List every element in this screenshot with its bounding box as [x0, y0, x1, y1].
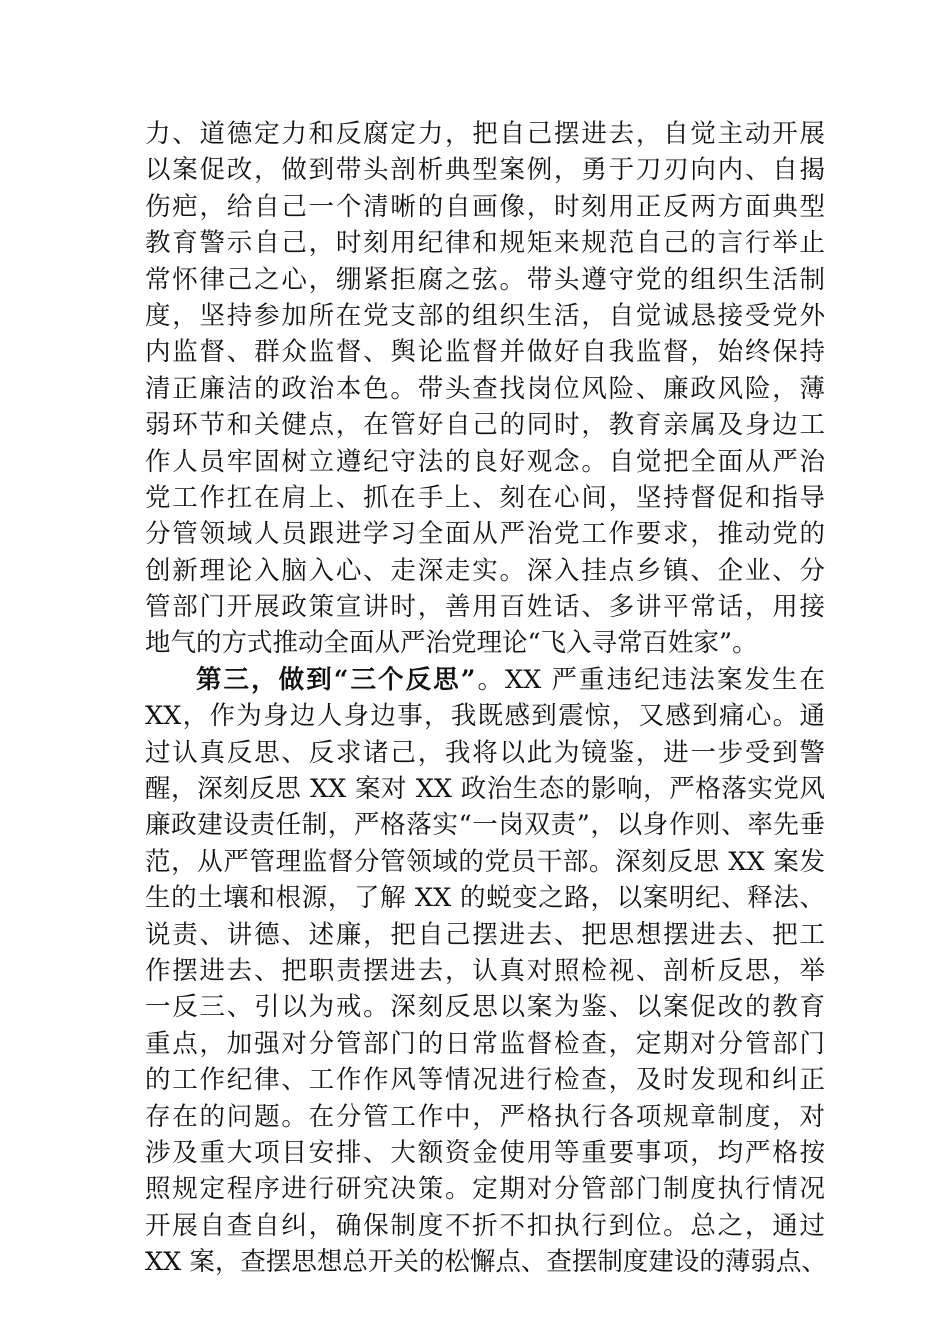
paragraph-line: 常怀律己之心，绷紧拒腐之弦。带头遵守党的组织生活制	[145, 264, 825, 295]
paragraph-line: 清正廉洁的政治本色。带头查找岗位风险、廉政风险，薄	[145, 373, 825, 404]
document-body	[145, 116, 825, 1281]
paragraph-line: 范，从严管理监督分管领域的党员干部。深刻反思 XX 案发	[145, 846, 825, 877]
paragraph-line: 创新理论入脑入心、走深走实。深入挂点乡镇、企业、分	[145, 555, 825, 586]
paragraph-line: 党工作扛在肩上、抓在手上、刻在心间，坚持督促和指导	[145, 482, 825, 513]
paragraph-line: 作人员牢固树立遵纪守法的良好观念。自觉把全面从严治	[145, 446, 825, 477]
paragraph-line: 度，坚持参加所在党支部的组织生活，自觉诚恳接受党外	[145, 300, 825, 331]
paragraph-line: 内监督、群众监督、舆论监督并做好自我监督，始终保持	[145, 337, 825, 368]
paragraph-line: 教育警示自己，时刻用纪律和规矩来规范自己的言行举止	[145, 228, 825, 259]
paragraph-line: 的工作纪律、工作作风等情况进行检查，及时发现和纠正	[145, 1065, 825, 1096]
paragraph-line: 作摆进去、把职责摆进去，认真对照检视、剖析反思，举	[145, 955, 825, 986]
paragraph-line: 醒，深刻反思 XX 案对 XX 政治生态的影响，严格落实党风	[145, 774, 825, 805]
paragraph-line: 涉及重大项目安排、大额资金使用等重要事项，均严格按	[145, 1137, 825, 1168]
paragraph-line: 一反三、引以为戒。深刻反思以案为鉴、以案促改的教育	[145, 992, 825, 1023]
paragraph-line: 分管领域人员跟进学习全面从严治党工作要求，推动党的	[145, 519, 825, 550]
paragraph-line: 弱环节和关健点，在管好自己的同时，教育亲属及身边工	[145, 410, 825, 441]
paragraph-line: 生的土壤和根源，了解 XX 的蜕变之路，以案明纪、释法、	[145, 883, 825, 914]
paragraph-line: 力、道德定力和反腐定力，把自己摆进去，自觉主动开展	[145, 119, 825, 149]
paragraph-line: 存在的问题。在分管工作中，严格执行各项规章制度，对	[145, 1101, 825, 1132]
paragraph-line: 说责、讲德、述廉，把自己摆进去、把思想摆进去、把工	[145, 919, 825, 950]
paragraph-line: 以案促改，做到带头剖析典型案例，勇于刀刃向内、自揭	[145, 155, 825, 186]
paragraph-line: 照规定程序进行研究决策。定期对分管部门制度执行情况	[145, 1174, 825, 1205]
paragraph-line: 重点，加强对分管部门的日常监督检查，定期对分管部门	[145, 1028, 825, 1059]
heading-continuation: 。XX 严重违纪违法案发生在	[475, 664, 825, 695]
paragraph-line: XX，作为身边人身边事，我既感到震惊，又感到痛心。通	[145, 701, 825, 732]
paragraph-2	[145, 662, 825, 1281]
paragraph-line: XX 案，查摆思想总开关的松懈点、查摆制度建设的薄弱点、	[145, 1247, 827, 1278]
paragraph-first-line	[145, 662, 825, 698]
paragraph-line: 地气的方式推动全面从严治党理论“飞入寻常百姓家”。	[145, 628, 758, 659]
paragraph-1	[145, 116, 825, 662]
paragraph-line: 廉政建设责任制，严格落实“一岗双责”，以身作则、率先垂	[145, 810, 825, 841]
paragraph-line: 管部门开展政策宣讲时，善用百姓话、多讲平常话，用接	[145, 592, 825, 623]
paragraph-line: 伤疤，给自己一个清晰的自画像，时刻用正反两方面典型	[145, 191, 825, 222]
paragraph-line: 开展自查自纠，确保制度不折不扣执行到位。总之，通过	[145, 1210, 825, 1241]
section-heading: 第三，做到“三个反思”	[196, 664, 476, 695]
paragraph-line: 过认真反思、反求诸己，我将以此为镜鉴，进一步受到警	[145, 737, 825, 768]
